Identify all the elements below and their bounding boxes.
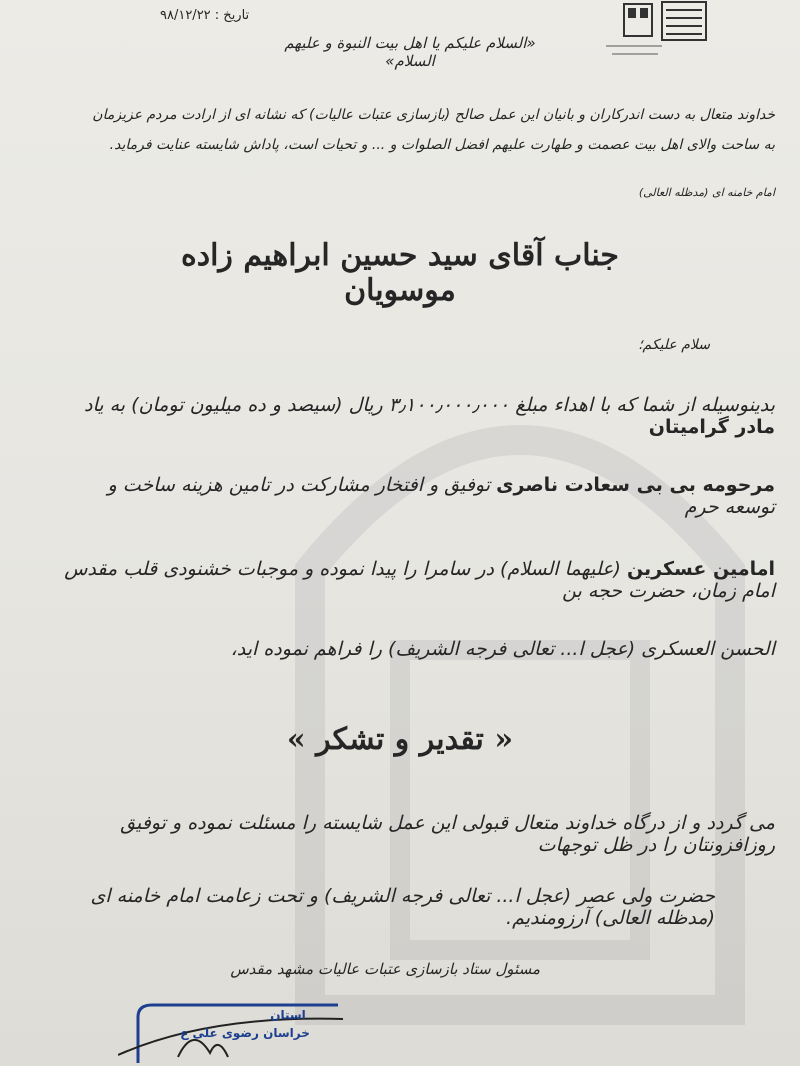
closing-line-1: می گردد و از درگاه خداوند متعال قبولی این عمل شایسته را مسئلت نموده و توفیق روزافزونتان را در ظل توجهات [120, 812, 775, 856]
date-line: تاریخ : ۹۸/۱۲/۲۲ [160, 8, 250, 23]
intro-quote-attribution: امام خامنه ای (مدظله العالی) [638, 186, 775, 199]
thanks-title: « تقدیر و تشکر » [286, 722, 514, 757]
salam-header: «السلام علیکم یا اهل بیت النبوة و علیهم السلام» [284, 34, 536, 70]
recipient-name: جناب آقای سید حسین ابراهیم زاده موسویان [181, 238, 619, 308]
body-line-2-text: توفیق و افتخار مشارکت در تامین هزینه ساخت و توسعه حرم [107, 474, 775, 518]
intro-quote: خداوند متعال به دست اندرکاران و بانیان این عمل صالح (بازسازی عتبات عالیات) که نشانه ای از ارادت مردم عزیزمان به ساحت والای اهل بیت عصمت و طهارت علیهم افضل الصلوات و ... و تحیات است، پاداش شایسته عنایت فرماید. [92, 107, 775, 153]
body-line-1-text: بدینوسیله از شما که با اهداء مبلغ ۳٫۱۰۰٫۰۰۰٫۰۰۰ ریال (سیصد و ده میلیون تومان) به یاد [84, 394, 775, 416]
body-line-1 [55, 394, 775, 438]
body-line-3-text: (علیهما السلام) در سامرا را پیدا نموده و موجبات خشنودی قلب مقدس امام زمان، حضرت حجه بن [64, 558, 775, 602]
signatory-title: مسئول ستاد بازسازی عتبات عالیات مشهد مقدس [230, 960, 540, 978]
deceased-name: مرحومه بی بی سعادت ناصری [496, 474, 775, 496]
body-line-1-bold: مادر گرامیتان [648, 416, 775, 438]
stamp-text-1: استان [270, 1008, 306, 1022]
closing-line-2: حضرت ولی عصر (عجل ا... تعالی فرجه الشریف) و تحت زعامت امام خامنه ای (مدظله العالی) آرزومندیم. [90, 885, 715, 929]
stamp-text-2: خراسان رضوی علی ع [180, 1026, 310, 1040]
shrine-name: امامین عسکرین [626, 558, 775, 580]
body-line-4: الحسن العسکری (عجل ا... تعالی فرجه الشریف) را فراهم نموده اید، [230, 638, 775, 660]
body-line-3 [55, 558, 775, 602]
organization-logo [602, 0, 722, 66]
greeting: سلام علیکم؛ [638, 337, 710, 353]
body-line-2 [55, 474, 775, 518]
